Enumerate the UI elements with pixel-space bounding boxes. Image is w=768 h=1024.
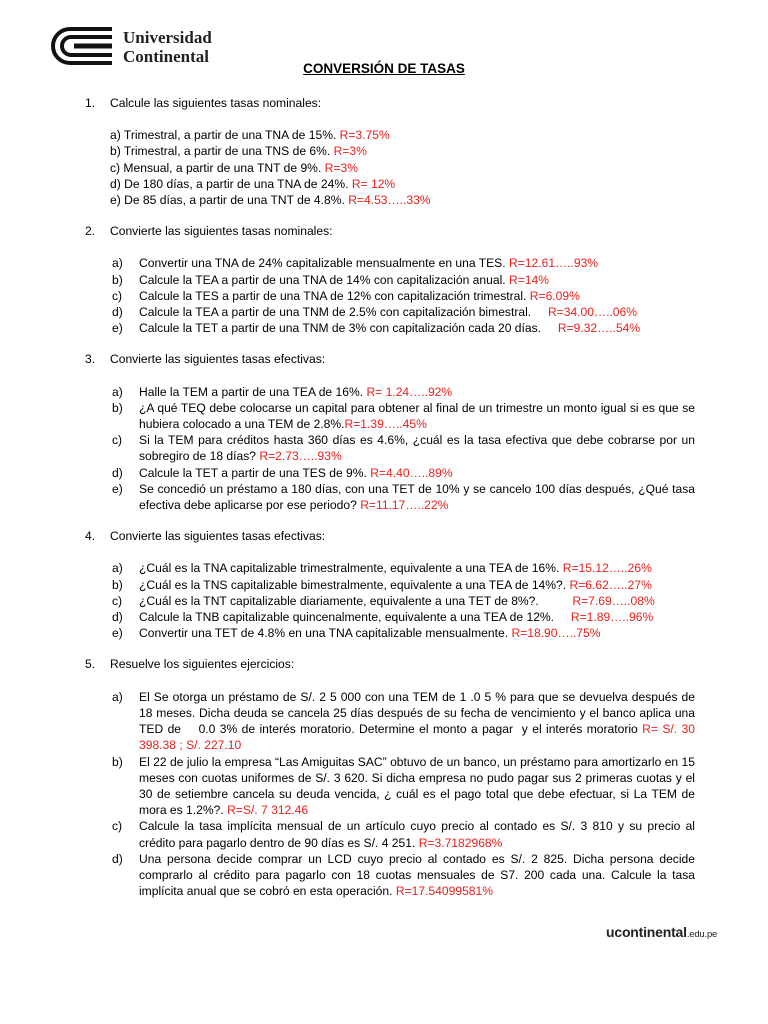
answer-text: R=14% <box>508 272 549 287</box>
list-item: a) Halle la TEM a partir de una TEA de 16%. R= 1.24…..92% <box>112 384 453 399</box>
question-items <box>80 384 695 514</box>
list-item: b) ¿Cuál es la TNS capitalizable bimestralmente, equivalente a una TEA de 14%?. R=6.62…..27% <box>112 577 652 592</box>
list-item: c) Si la TEM para créditos hasta 360 días es 4.6%, ¿cuál es la tasa efectiva que debe cobrarse por un sobregiro de 18 días? R=2.73…..93% <box>112 433 695 464</box>
list-item: d) Calcule la TET a partir de una TES de 9%. R=4.40…..89% <box>112 465 453 480</box>
list-item: c) Calcule la tasa implícita mensual de un artículo cuyo precio al contado es S/. 3 810 y su precio al crédito para pagarlo dentro de 90 días es S/. 4 251. R=3.7182968% <box>112 819 695 850</box>
question-heading <box>80 223 695 239</box>
question-number: 4. <box>85 529 96 544</box>
question-2 <box>80 223 695 336</box>
question-number: 2. <box>85 224 96 239</box>
list-item: e) De 85 días, a partir de una TNT de 4.8%. R=4.53…..33% <box>110 193 431 208</box>
question-3 <box>80 351 695 513</box>
list-item: a) El Se otorga un préstamo de S/. 2 5 000 con una TEM de 1 .0 5 % para que se devuelva después de 18 meses. Dicha deuda se cancela 25 días después de su fecha de vencimiento y el banco aplica una TED de 0.0 3% de interés moratorio. Determine el monto a pagar y el interés moratorio R= S/. 30 398.38 ; S/. 227.10 <box>112 689 699 753</box>
question-heading <box>80 656 695 672</box>
list-item: d) Calcule la TEA a partir de una TNM de 2.5% con capitalización bimestral. R=34.00…..06% <box>112 305 638 320</box>
question-text: Resuelve los siguientes ejercicios: <box>110 657 295 672</box>
answer-text: R=34.00…..06% <box>547 305 638 320</box>
list-item: e) Se concedió un préstamo a 180 días, con una TET de 10% y se cancelo 100 días después, ¿Qué tasa efectiva debe aplicarse por ese periodo? R=11.17…..22% <box>112 481 695 513</box>
question-items <box>80 560 695 641</box>
question-number: 5. <box>85 657 96 672</box>
question-heading <box>80 95 695 111</box>
list-item: c) Calcule la TES a partir de una TNA de 12% con capitalización trimestral. R=6.09% <box>112 288 580 303</box>
document-content <box>80 95 699 914</box>
list-item: d) Calcule la TNB capitalizable quincenalmente, equivalente a una TEA de 12%. R=1.89…..96% <box>112 610 654 625</box>
answer-text: R=2.73…..93% <box>259 449 342 464</box>
answer-text: R=4.53…..33% <box>348 193 431 208</box>
answer-text: R=3% <box>333 144 367 159</box>
question-number: 1. <box>85 96 96 110</box>
footer-logo <box>606 924 717 940</box>
answer-text: R=11.17…..22% <box>360 498 449 513</box>
answer-text: R=3.7182968% <box>418 835 503 850</box>
list-item: a) Trimestral, a partir de una TNA de 15%. R=3.75% <box>110 128 390 143</box>
question-text: Convierte las siguientes tasas efectivas: <box>110 352 326 367</box>
question-text: Calcule las siguientes tasas nominales: <box>110 96 322 110</box>
list-item: b) Calcule la TEA a partir de una TNA de 14% con capitalización anual. R=14% <box>112 272 549 287</box>
answer-text: R=1.39…..45% <box>344 417 427 432</box>
list-item: c) Mensual, a partir de una TNT de 9%. R=3% <box>110 160 358 175</box>
answer-text: R= 12% <box>351 176 396 191</box>
list-item: b) Trimestral, a partir de una TNS de 6%. R=3% <box>110 144 367 159</box>
answer-text: R=18.90…..75% <box>511 626 601 641</box>
document-title: CONVERSIÓN DE TASAS <box>303 61 465 76</box>
question-heading <box>80 351 695 367</box>
answer-text: R=12.61…..93% <box>508 256 599 271</box>
answer-text: R=6.09% <box>529 288 580 303</box>
list-item: b) ¿A qué TEQ debe colocarse un capital para obtener al final de un trimestre un monto igual si es que se hubiera colocado a una TEM de 2.8%.R=1.39…..45% <box>112 400 695 432</box>
answer-text: R=3.75% <box>339 128 390 143</box>
continental-c-icon <box>50 26 116 66</box>
footer-suffix: .edu.pe <box>686 929 718 940</box>
answer-text: R=9.32…..54% <box>557 321 641 336</box>
answer-text: R=15.12…..26% <box>562 561 652 576</box>
question-items <box>110 127 695 208</box>
answer-text: R=3% <box>324 160 358 175</box>
question-items <box>80 689 699 900</box>
answer-text: R=7.69…..08% <box>572 593 655 608</box>
list-item: d) De 180 días, a partir de una TNA de 24%. R= 12% <box>110 176 396 191</box>
question-text: Convierte las siguientes tasas nominales: <box>110 224 333 239</box>
answer-text: R= 1.24…..92% <box>366 384 453 399</box>
list-item: a) ¿Cuál es la TNA capitalizable trimestralmente, equivalente a una TEA de 16%. R=15.12…..26% <box>112 561 652 576</box>
question-1 <box>80 95 695 208</box>
list-item: c) ¿Cuál es la TNT capitalizable diariamente, equivalente a una TET de 8%?. R=7.69…..08% <box>112 593 655 608</box>
logo-line-2: Continental <box>123 47 209 66</box>
list-item: b) El 22 de julio la empresa “Las Amiguitas SAC” obtuvo de un banco, un préstamo para amortizarlo en 15 meses con cuotas uniformes de S/. 3 620. Si dicha empresa no pudo pagar sus 2 primeras cuotas y el 30 de setiembre cancela su deuda vencida, ¿ cuál es el pago total que debe efectuar, si La TEM de mora es 1.2%?. R=S/. 7 312.46 <box>112 754 695 818</box>
answer-text: R=6.62…..27% <box>569 577 652 592</box>
answer-text: R= S/. 30 398.38 ; S/. 227.10 <box>139 722 695 753</box>
list-item: e) Convertir una TET de 4.8% en una TNA capitalizable mensualmente. R=18.90…..75% <box>112 626 601 641</box>
answer-text: R=S/. 7 312.46 <box>227 803 309 818</box>
question-4 <box>80 528 695 641</box>
footer-brand: ucontinental <box>606 924 687 940</box>
answer-text: R=1.89…..96% <box>570 610 654 625</box>
answer-text: R=4.40…..89% <box>370 465 453 480</box>
list-item: d) Una persona decide comprar un LCD cuyo precio al contado es S/. 2 825. Dicha persona decide comprarlo al crédito para pagarlo con 18 cuotas mensuales de S7. 200 cada una. Calcule la tasa implícita anual que se cobró en esta operación. R=17.54099581% <box>112 851 695 899</box>
list-item: a) Convertir una TNA de 24% capitalizable mensualmente en una TES. R=12.61…..93% <box>112 256 599 271</box>
answer-text: R=17.54099581% <box>395 884 493 899</box>
logo-line-1: Universidad <box>123 28 212 47</box>
question-heading <box>80 528 695 544</box>
question-items <box>80 255 695 336</box>
question-5 <box>80 656 699 899</box>
question-text: Convierte las siguientes tasas efectivas: <box>110 529 326 544</box>
question-number: 3. <box>85 352 96 367</box>
list-item: e) Calcule la TET a partir de una TNM de 3% con capitalización cada 20 días. R=9.32…..54% <box>112 321 641 336</box>
